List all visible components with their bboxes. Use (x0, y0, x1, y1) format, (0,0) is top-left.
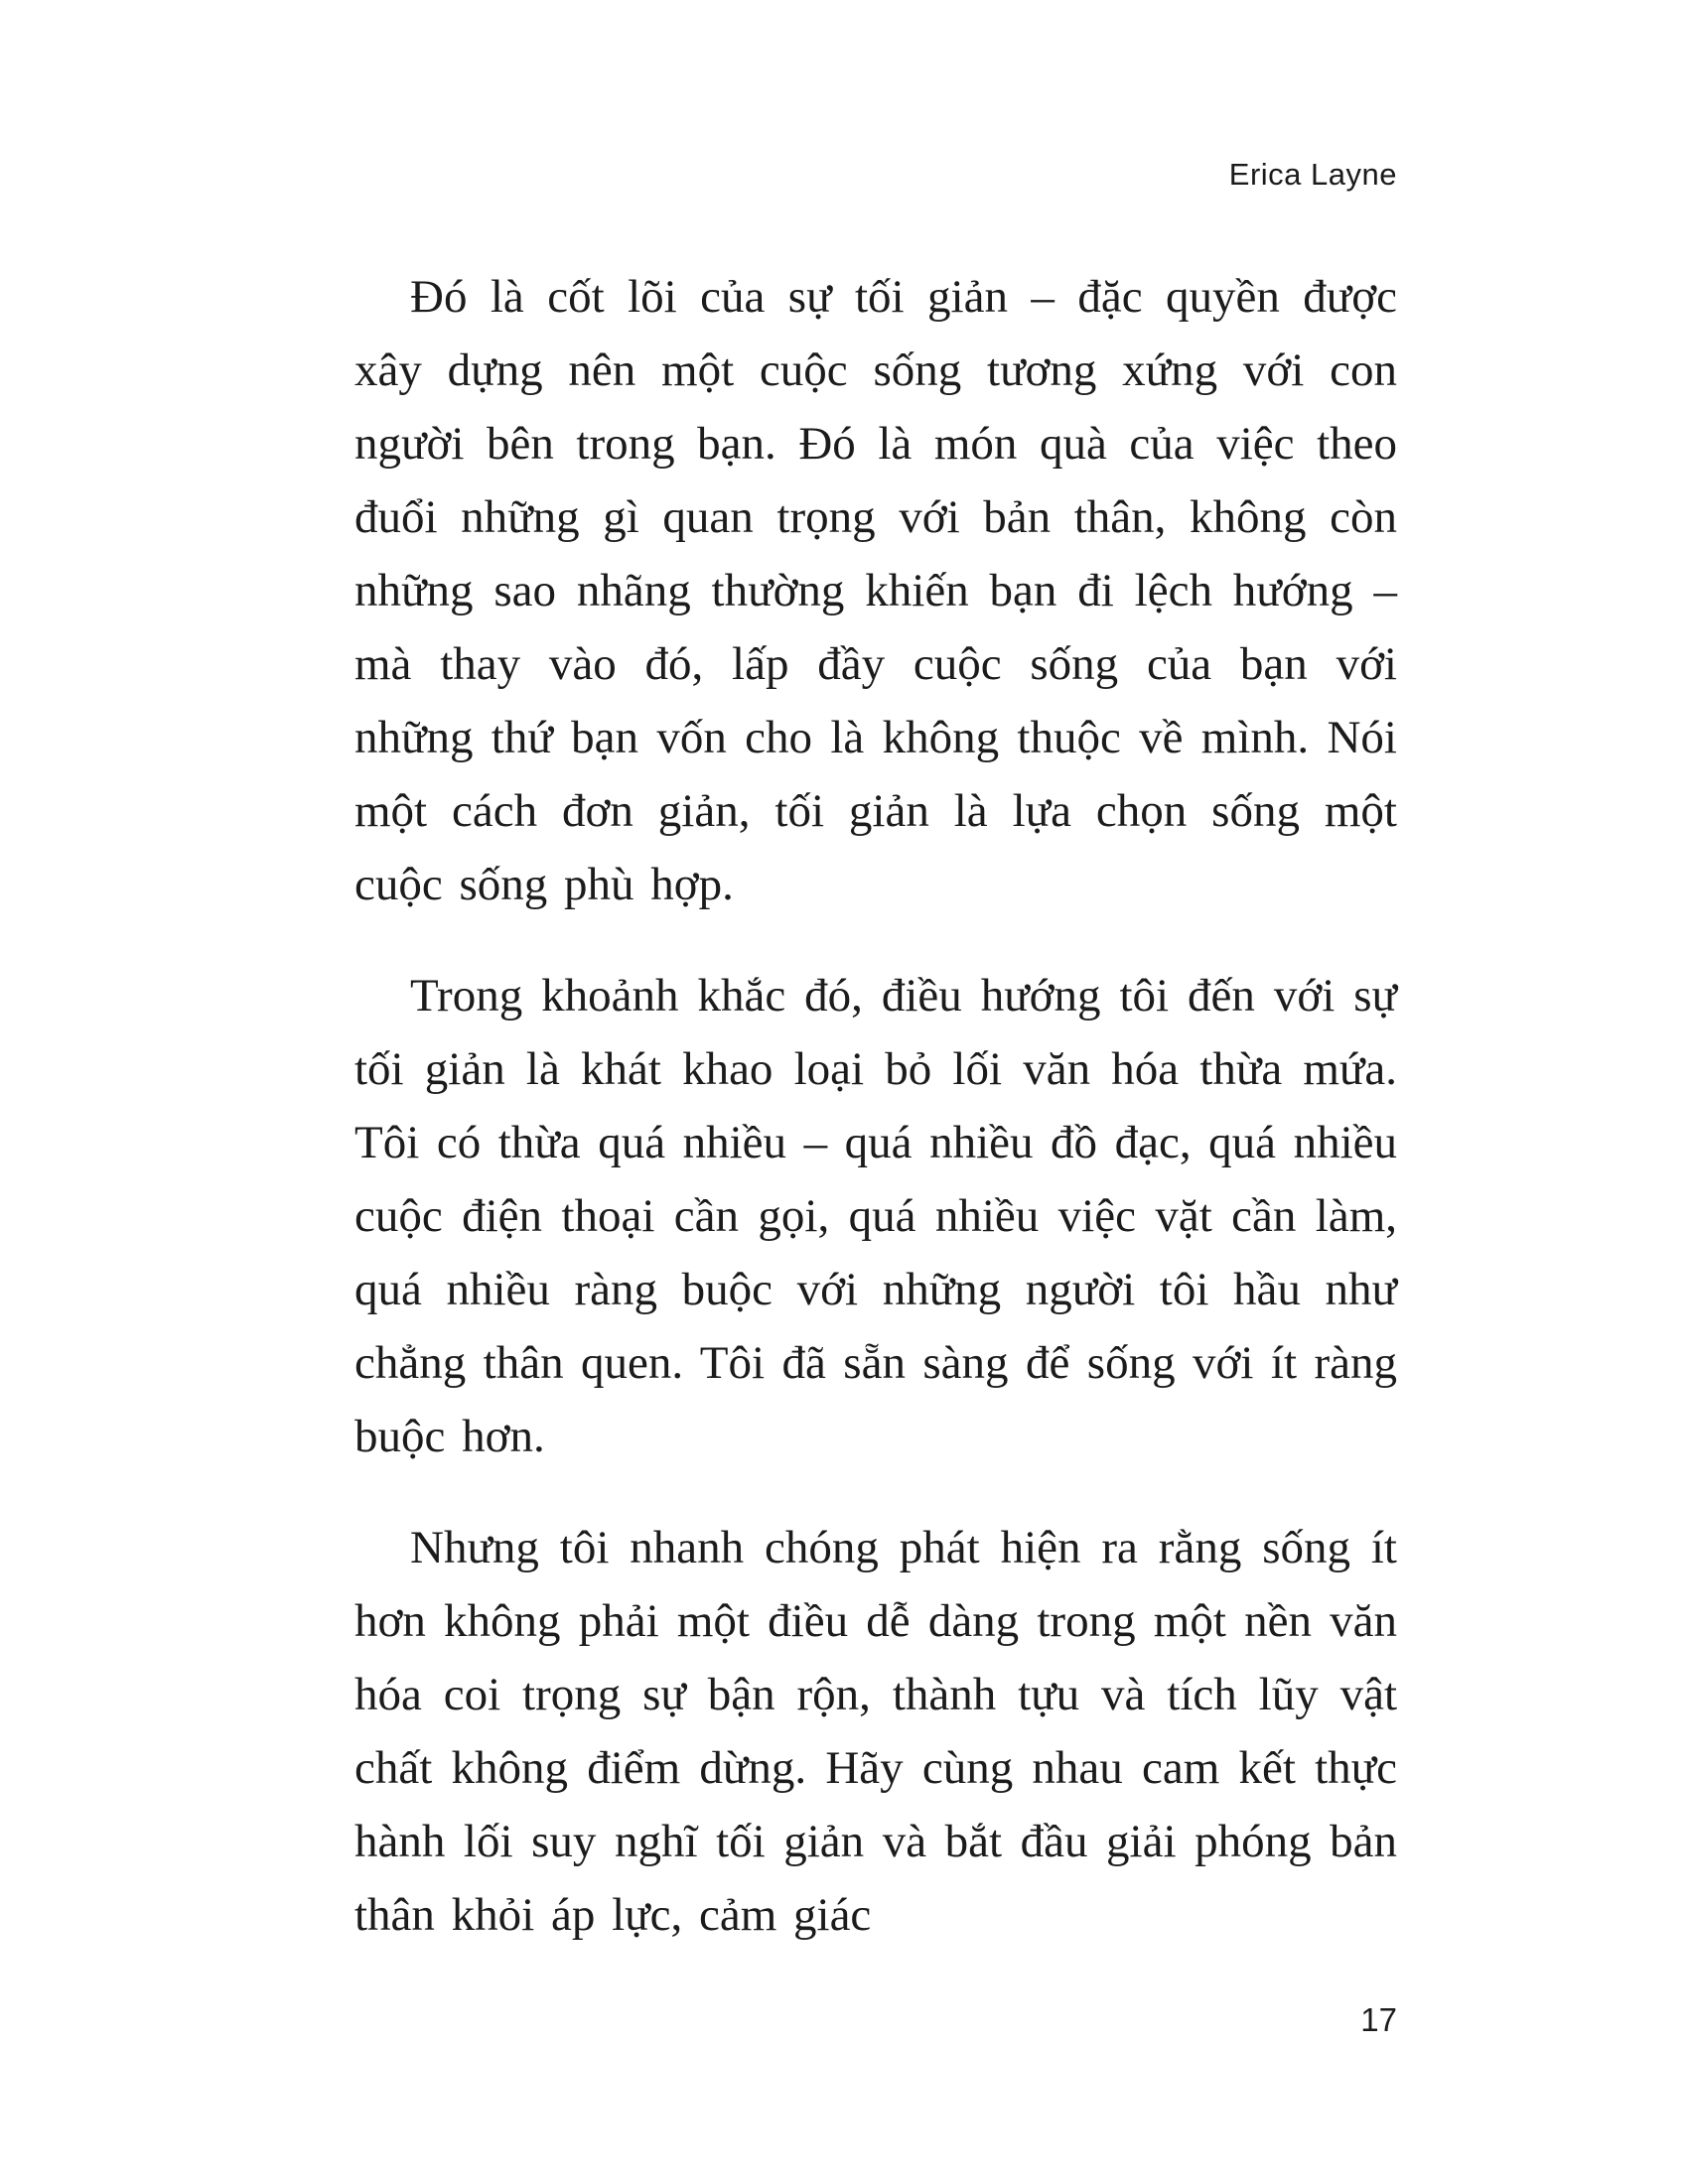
paragraph-3: Nhưng tôi nhanh chóng phát hiện ra rằng sống ít hơn không phải một điều dễ dàng trong một nền văn hóa coi trọng sự bận rộn, thành tựu và tích lũy vật chất không điểm dừng. Hãy cùng nhau cam kết thực hành lối suy nghĩ tối giản và bắt đầu giải phóng bản thân khỏi áp lực, cảm giác (354, 1522, 1397, 1941)
paragraph-1: Đó là cốt lõi của sự tối giản – đặc quyền được xây dựng nên một cuộc sống tương xứng với con người bên trong bạn. Đó là món quà của việc theo đuổi những gì quan trọng với bản thân, không còn những sao nhãng thường khiến bạn đi lệch hướng – mà thay vào đó, lấp đầy cuộc sống của bạn với những thứ bạn vốn cho là không thuộc về mình. Nói một cách đơn giản, tối giản là lựa chọn sống một cuộc sống phù hợp. (354, 271, 1397, 910)
body-text (354, 260, 1397, 1952)
running-header-author: Erica Layne (1228, 157, 1397, 192)
paragraph-2: Trong khoảnh khắc đó, điều hướng tôi đến với sự tối giản là khát khao loại bỏ lối văn hóa thừa mứa. Tôi có thừa quá nhiều – quá nhiều đồ đạc, quá nhiều cuộc điện thoại cần gọi, quá nhiều việc vặt cần làm, quá nhiều ràng buộc với những người tôi hầu như chẳng thân quen. Tôi đã sẵn sàng để sống với ít ràng buộc hơn. (354, 970, 1397, 1462)
page-number: 17 (1360, 2001, 1397, 2038)
